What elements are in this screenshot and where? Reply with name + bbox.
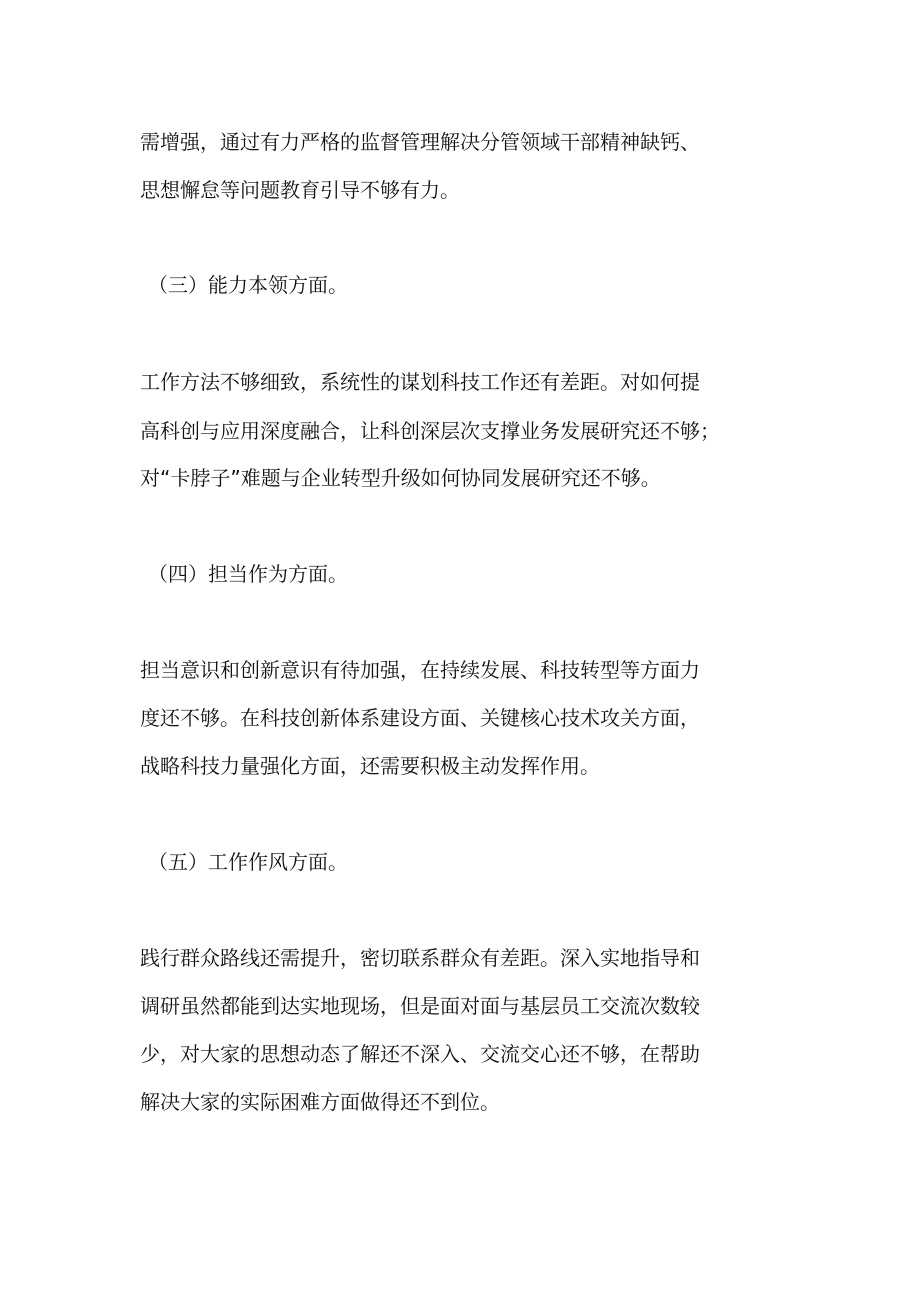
section-heading-5: （五）工作作风方面。 [148, 850, 348, 874]
paragraph-line: 思想懈怠等问题教育引导不够有力。 [140, 178, 460, 202]
paragraph-line: 担当意识和创新意识有待加强，在持续发展、科技转型等方面力 [140, 658, 700, 682]
paragraph-line: 调研虽然都能到达实地现场，但是面对面与基层员工交流次数较 [140, 994, 700, 1018]
paragraph-line: 高科创与应用深度融合，让科创深层次支撑业务发展研究还不够； [140, 419, 720, 443]
paragraph-line: 战略科技力量强化方面，还需要积极主动发挥作用。 [140, 754, 600, 778]
section-heading-4: （四）担当作为方面。 [148, 562, 348, 586]
paragraph-line: 少，对大家的思想动态了解还不深入、交流交心还不够，在帮助 [140, 1042, 700, 1066]
paragraph-line: 度还不够。在科技创新体系建设方面、关键核心技术攻关方面， [140, 706, 700, 730]
paragraph-line: 对“卡脖子”难题与企业转型升级如何协同发展研究还不够。 [140, 466, 661, 490]
section-heading-3: （三）能力本领方面。 [148, 273, 348, 297]
paragraph-line: 需增强，通过有力严格的监督管理解决分管领域干部精神缺钙、 [140, 130, 700, 154]
paragraph-line: 解决大家的实际困难方面做得还不到位。 [140, 1090, 500, 1114]
paragraph-line: 践行群众路线还需提升，密切联系群众有差距。深入实地指导和 [140, 946, 700, 970]
paragraph-line: 工作方法不够细致，系统性的谋划科技工作还有差距。对如何提 [140, 370, 700, 394]
